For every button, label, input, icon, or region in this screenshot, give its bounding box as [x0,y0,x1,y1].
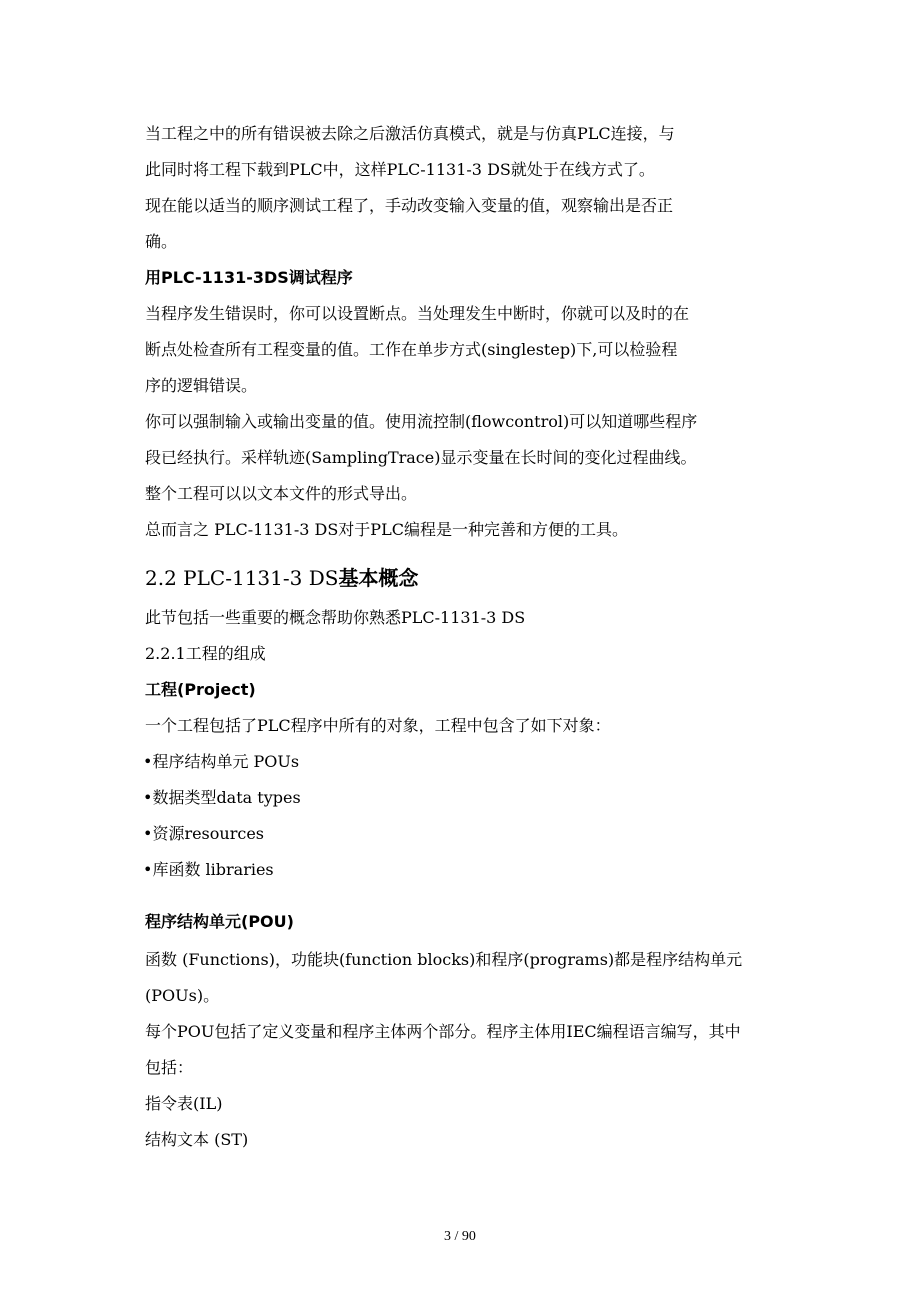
language-il: 指令表(IL) [145,1094,223,1113]
heading-project: 工程(Project) [145,680,256,699]
paragraph-pou-types-line-2: (POUs)。 [145,986,220,1005]
list-item: •程序结构单元 POUs [143,752,300,771]
paragraph-simulation-line-1: 当工程之中的所有错误被去除之后激活仿真模式，就是与仿真PLC连接，与 [145,124,675,143]
heading-pou: 程序结构单元(POU) [145,912,294,931]
paragraph-breakpoints-line-1: 当程序发生错误时，你可以设置断点。当处理发生中断时，你就可以及时的在 [145,304,690,323]
paragraph-forcing-line-1: 你可以强制输入或输出变量的值。使用流控制(flowcontrol)可以知道哪些程序 [145,412,698,431]
paragraph-testing-line-2: 确。 [145,232,178,251]
paragraph-pou-types-line-1: 函数 (Functions)，功能块(function blocks)和程序(programs)都是程序结构单元 [145,950,743,969]
section-heading-2-2 [145,566,418,590]
language-st: 结构文本 (ST) [145,1130,249,1149]
paragraph-pou-structure-line-1: 每个POU包括了定义变量和程序主体两个部分。程序主体用IEC编程语言编写，其中 [145,1022,741,1041]
page-number: 3 / 90 [444,1229,476,1244]
paragraph-breakpoints-line-3: 序的逻辑错误。 [145,376,258,395]
paragraph-testing-line-1: 现在能以适当的顺序测试工程了，手动改变输入变量的值，观察输出是否正 [145,196,674,215]
paragraph-breakpoints-line-2: 断点处检查所有工程变量的值。工作在单步方式(singlestep)下,可以检验程 [145,340,678,359]
paragraph-section-intro: 此节包括一些重要的概念帮助你熟悉PLC-1131-3 DS [145,608,526,627]
paragraph-simulation-line-2: 此同时将工程下载到PLC中，这样PLC-1131-3 DS就处于在线方式了。 [145,160,655,179]
list-item: •数据类型data types [143,788,301,807]
paragraph-pou-structure-line-2: 包括： [145,1058,194,1077]
section-number-prefix: 2.2 PLC-1131-3 DS [145,566,339,590]
paragraph-project-objects: 一个工程包括了PLC程序中所有的对象，工程中包含了如下对象： [145,716,611,735]
subsection-heading-2-2-1: 2.2.1工程的组成 [145,644,266,663]
paragraph-export: 整个工程可以以文本文件的形式导出。 [145,484,418,503]
list-item: •库函数 libraries [143,860,274,879]
paragraph-forcing-line-2: 段已经执行。采样轨迹(SamplingTrace)显示变量在长时间的变化过程曲线。 [145,448,697,467]
section-title: 基本概念 [338,566,419,590]
list-item: •资源resources [143,824,264,843]
paragraph-summary: 总而言之 PLC-1131-3 DS对于PLC编程是一种完善和方便的工具。 [145,520,628,539]
heading-debugging: 用PLC-1131-3DS调试程序 [145,268,353,287]
